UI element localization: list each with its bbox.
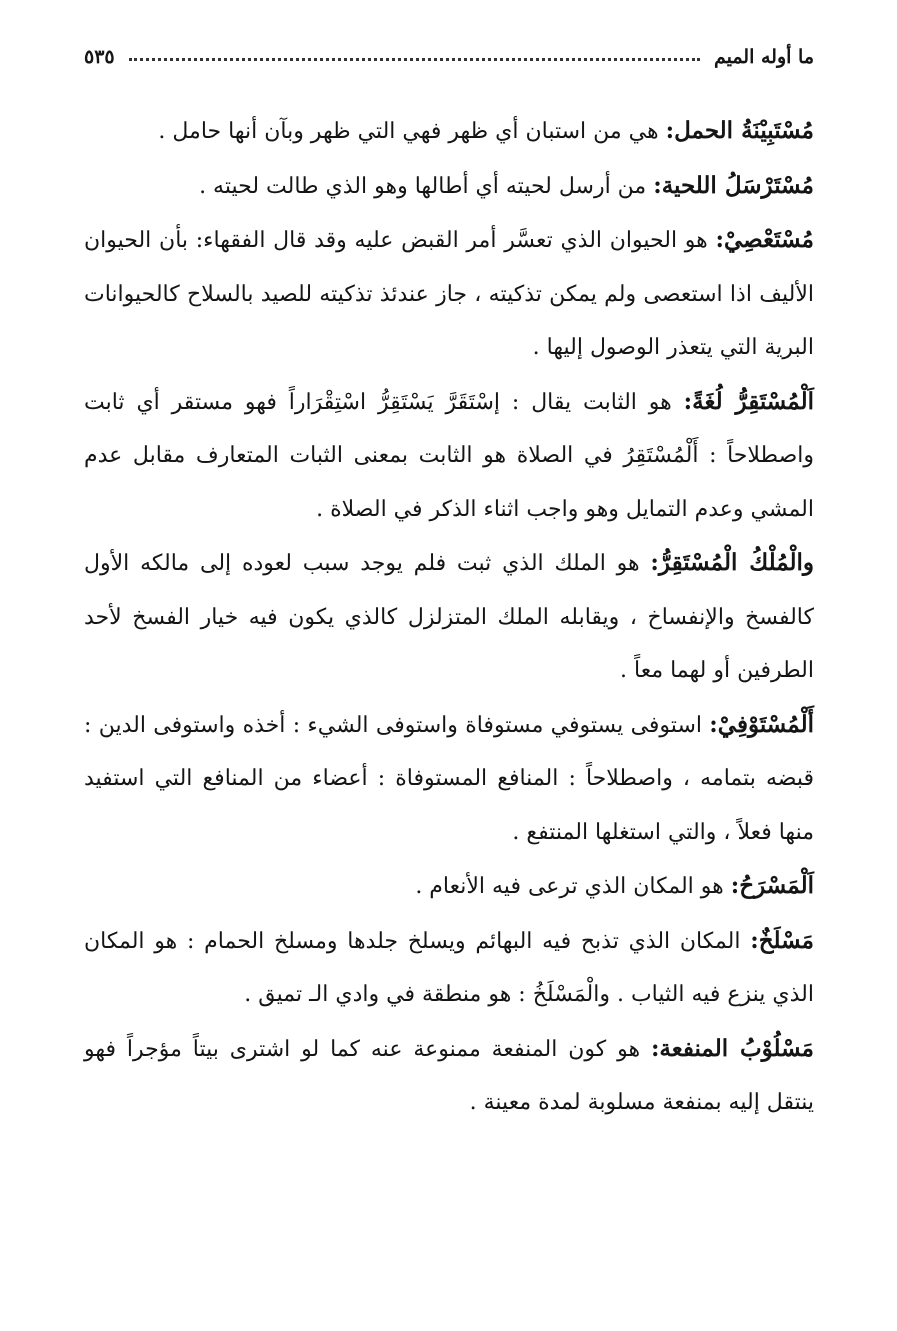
entry-text: المكان الذي تذبح فيه البهائم ويسلخ جلدها ومسلخ الحمام : هو المكان الذي ينزع فيه الثياب . والْمَسْلَخُ : هو منطقة في وادي الـ تميق .: [84, 928, 814, 1007]
entry-text: هو الحيوان الذي تعسَّر أمر القبض عليه وقد قال الفقهاء: بأن الحيوان الأليف اذا استعصى ولم يمكن تذكيته ، جاز عندئذ تذكيته للصيد بالسلاح كالحيوانات البرية التي يتعذر الوصول إليها .: [84, 228, 814, 360]
entry-term: مَسْلَخٌ:: [750, 926, 814, 954]
entry-text: هو كون المنفعة ممنوعة عنه كما لو اشترى بيتاً مؤجراً فهو ينتقل إليه بمنفعة مسلوبة لمدة معينة .: [84, 1036, 814, 1115]
entry-term: والْمُلْكُ الْمُسْتَقِرُّ:: [650, 549, 814, 576]
entry-term: مُسْتَرْسَلُ اللحية:: [653, 171, 814, 199]
entry-term: مُسْتَبِيْنَةُ الحمل:: [665, 117, 814, 144]
entry-text: من أرسل لحيته أي أطالها وهو الذي طالت لحيته .: [199, 173, 654, 199]
entry-text: هو المكان الذي ترعى فيه الأنعام .: [415, 874, 731, 899]
chapter-title: ما أوله الميم: [713, 46, 814, 68]
entry-text: استوفى يستوفي مستوفاة واستوفى الشيء : أخذه واستوفى الدين : قبضه بتمامه ، واصطلاحاً : المنافع المستوفاة : أعضاء من المنافع التي استفيد منها فعلاً ، والتي استغلها المنتفع .: [84, 712, 814, 845]
entry-mustabina: [84, 104, 814, 159]
running-header: [84, 34, 814, 68]
entry-term: اَلْمَسْرَحُ:: [730, 872, 814, 899]
entry-maslub: [84, 1022, 814, 1130]
entry-maslakh: [84, 914, 814, 1022]
entry-mulk-mustaqir: [84, 536, 814, 698]
entry-mustarsal: [84, 159, 814, 214]
entry-text: هي من استبان أي ظهر فهي التي ظهر وبآن أنها حامل .: [158, 119, 666, 144]
leader-dots: [129, 58, 700, 61]
entry-mustasi: [84, 213, 814, 375]
entry-masrah: [84, 859, 814, 914]
entry-text: هو الثابت يقال : إسْتَقَرَّ يَسْتَقِرُّ اسْتِقْرَاراً فهو مستقر أي ثابت واصطلاحاً : أَلْمُسْتَقِرُ في الصلاة هو الثابت بمعنى الثبات المتعارف مقابل عدم المشي وعدم التمايل وهو واجب اثناء الذكر في الصلاة .: [84, 389, 814, 522]
entry-mustaqir-lugha: [84, 375, 814, 537]
page-number: ٥٣٥: [84, 46, 115, 68]
entry-text: هو الملك الذي ثبت فلم يوجد سبب لعوده إلى مالكه الأول كالفسخ والإنفساخ ، ويقابله الملك المتزلزل كالذي يكون فيه خيار الفسخ لأحد الطرفين أو لهما معاً .: [84, 551, 814, 683]
entry-term: اَلْمُسْتَقِرُّ لُغَةً:: [683, 387, 814, 415]
entry-term: مَسْلُوْبُ المنفعة:: [650, 1034, 815, 1062]
entry-term: مُسْتَعْصِيْ:: [715, 226, 814, 253]
entry-mustawfi: [84, 698, 814, 860]
document-page: [84, 34, 814, 1130]
entry-term: أَلْمُسْتَوْفِيْ:: [709, 710, 814, 738]
